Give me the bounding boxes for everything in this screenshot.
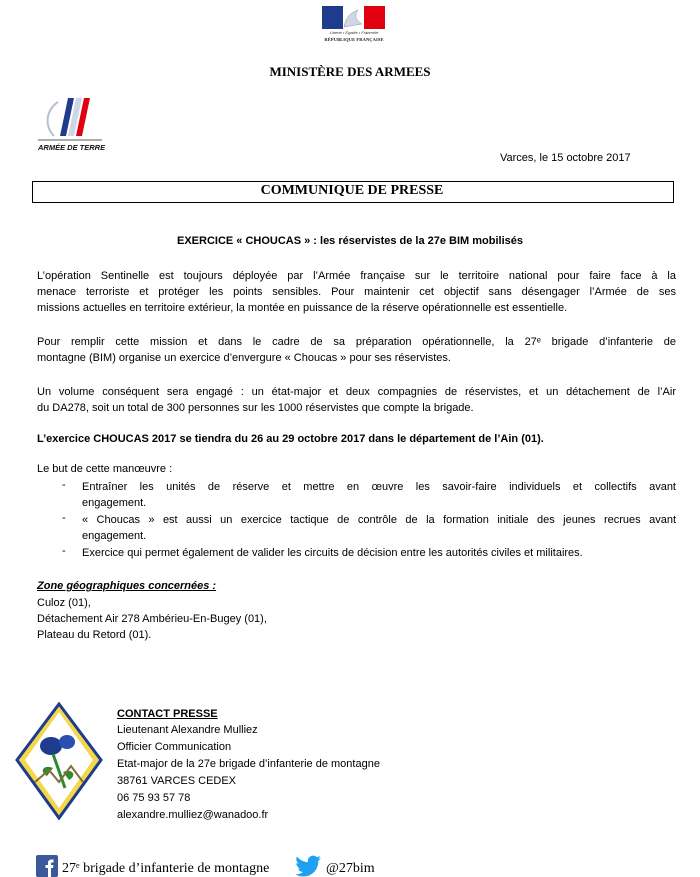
document-title: COMMUNIQUE DE PRESSE: [260, 183, 444, 198]
paragraph-line: missions actuelles en territoire extérieur, la montée en puissance de la réserve opérationnelle est essentielle.: [37, 302, 568, 314]
paragraph-line: menace terroriste et protéger les points sensibles. Pour maintenir cet objectif sans désengager l’Armée de ses: [37, 286, 676, 298]
zone-item: Détachement Air 278 Ambérieu-En-Bugey (01),: [37, 613, 267, 625]
republic-motto: Liberté • Égalité • Fraternité: [329, 30, 379, 35]
document-date: Varces, le 15 octobre 2017: [500, 152, 631, 164]
brigade-insignia-logo: [13, 702, 105, 820]
twitter-handle[interactable]: @27bim: [326, 861, 375, 876]
contact-phone[interactable]: 06 75 93 57 78: [117, 792, 191, 804]
paragraph-dates: [37, 431, 676, 447]
goal-item: [82, 479, 676, 511]
goals-intro: Le but de cette manœuvre :: [37, 463, 173, 475]
zone-item: Culoz (01),: [37, 597, 91, 609]
armee-de-terre-text: ARMÉE DE TERRE: [38, 143, 106, 152]
goal-line: engagement.: [82, 497, 147, 509]
contact-address: 38761 VARCES CEDEX: [117, 775, 237, 787]
contact-name: Lieutenant Alexandre Mulliez: [117, 724, 258, 736]
zone-item: Plateau du Retord (01).: [37, 629, 152, 641]
contact-title: CONTACT PRESSE: [117, 708, 218, 720]
goal-item: [82, 512, 676, 544]
goal-line: « Choucas » est aussi un exercice tactique de contrôle de la formation initiale des jeunes recrues avant: [82, 514, 676, 526]
paragraph-line: Pour remplir cette mission et dans le cadre de sa préparation opérationnelle, la 27ᵉ brigade d’infanterie de: [37, 336, 676, 348]
republic-name: RÉPUBLIQUE FRANÇAISE: [324, 37, 384, 42]
ministry-name: MINISTÈRE DES ARMEES: [269, 64, 431, 79]
paragraph-mission: [37, 334, 676, 366]
zones-title: Zone géographiques concernées :: [37, 580, 217, 592]
contact-role: Officier Communication: [117, 741, 232, 753]
paragraph-line: montagne (BIM) organise un exercice d’envergure « Choucas » pour ses réservistes.: [37, 352, 451, 364]
goal-line: Exercice qui permet également de valider les circuits de décision entre les autorités civiles et militaires.: [82, 547, 583, 559]
facebook-page-link[interactable]: 27ᵉ brigade d’infanterie de montagne: [62, 861, 270, 876]
goal-line: Entraîner les unités de réserve et mettre en œuvre les savoir-faire individuels et collectifs avant: [82, 481, 676, 493]
paragraph-line: Un volume conséquent sera engagé : un état-major et deux compagnies de réservistes, et un détachement de l’Air: [37, 386, 676, 398]
headline: EXERCICE « CHOUCAS » : les réservistes de la 27e BIM mobilisés: [176, 235, 524, 247]
paragraph-line: L’exercice CHOUCAS 2017 se tiendra du 26 au 29 octobre 2017 dans le département de l’Ain (01).: [37, 433, 544, 445]
goal-line: engagement.: [82, 530, 147, 542]
paragraph-volume: [37, 384, 676, 416]
bullet-dash: -: [62, 512, 66, 524]
paragraph-sentinelle: [37, 268, 676, 316]
twitter-icon[interactable]: [296, 855, 322, 877]
goal-item: [82, 545, 676, 561]
bullet-dash: -: [62, 545, 66, 557]
paragraph-line: L’opération Sentinelle est toujours déployée par l’Armée française sur le territoire national pour faire face à la: [37, 270, 676, 282]
armee-de-terre-logo: [36, 96, 106, 162]
republique-francaise-logo: [318, 4, 390, 50]
facebook-icon[interactable]: [36, 855, 58, 877]
contact-unit: Etat-major de la 27e brigade d’infanterie de montagne: [117, 758, 380, 770]
paragraph-line: du DA278, soit un total de 300 personnes sur les 1000 réservistes que compte la brigade.: [37, 402, 474, 414]
bullet-dash: -: [62, 479, 66, 491]
contact-email[interactable]: alexandre.mulliez@wanadoo.fr: [117, 809, 269, 821]
